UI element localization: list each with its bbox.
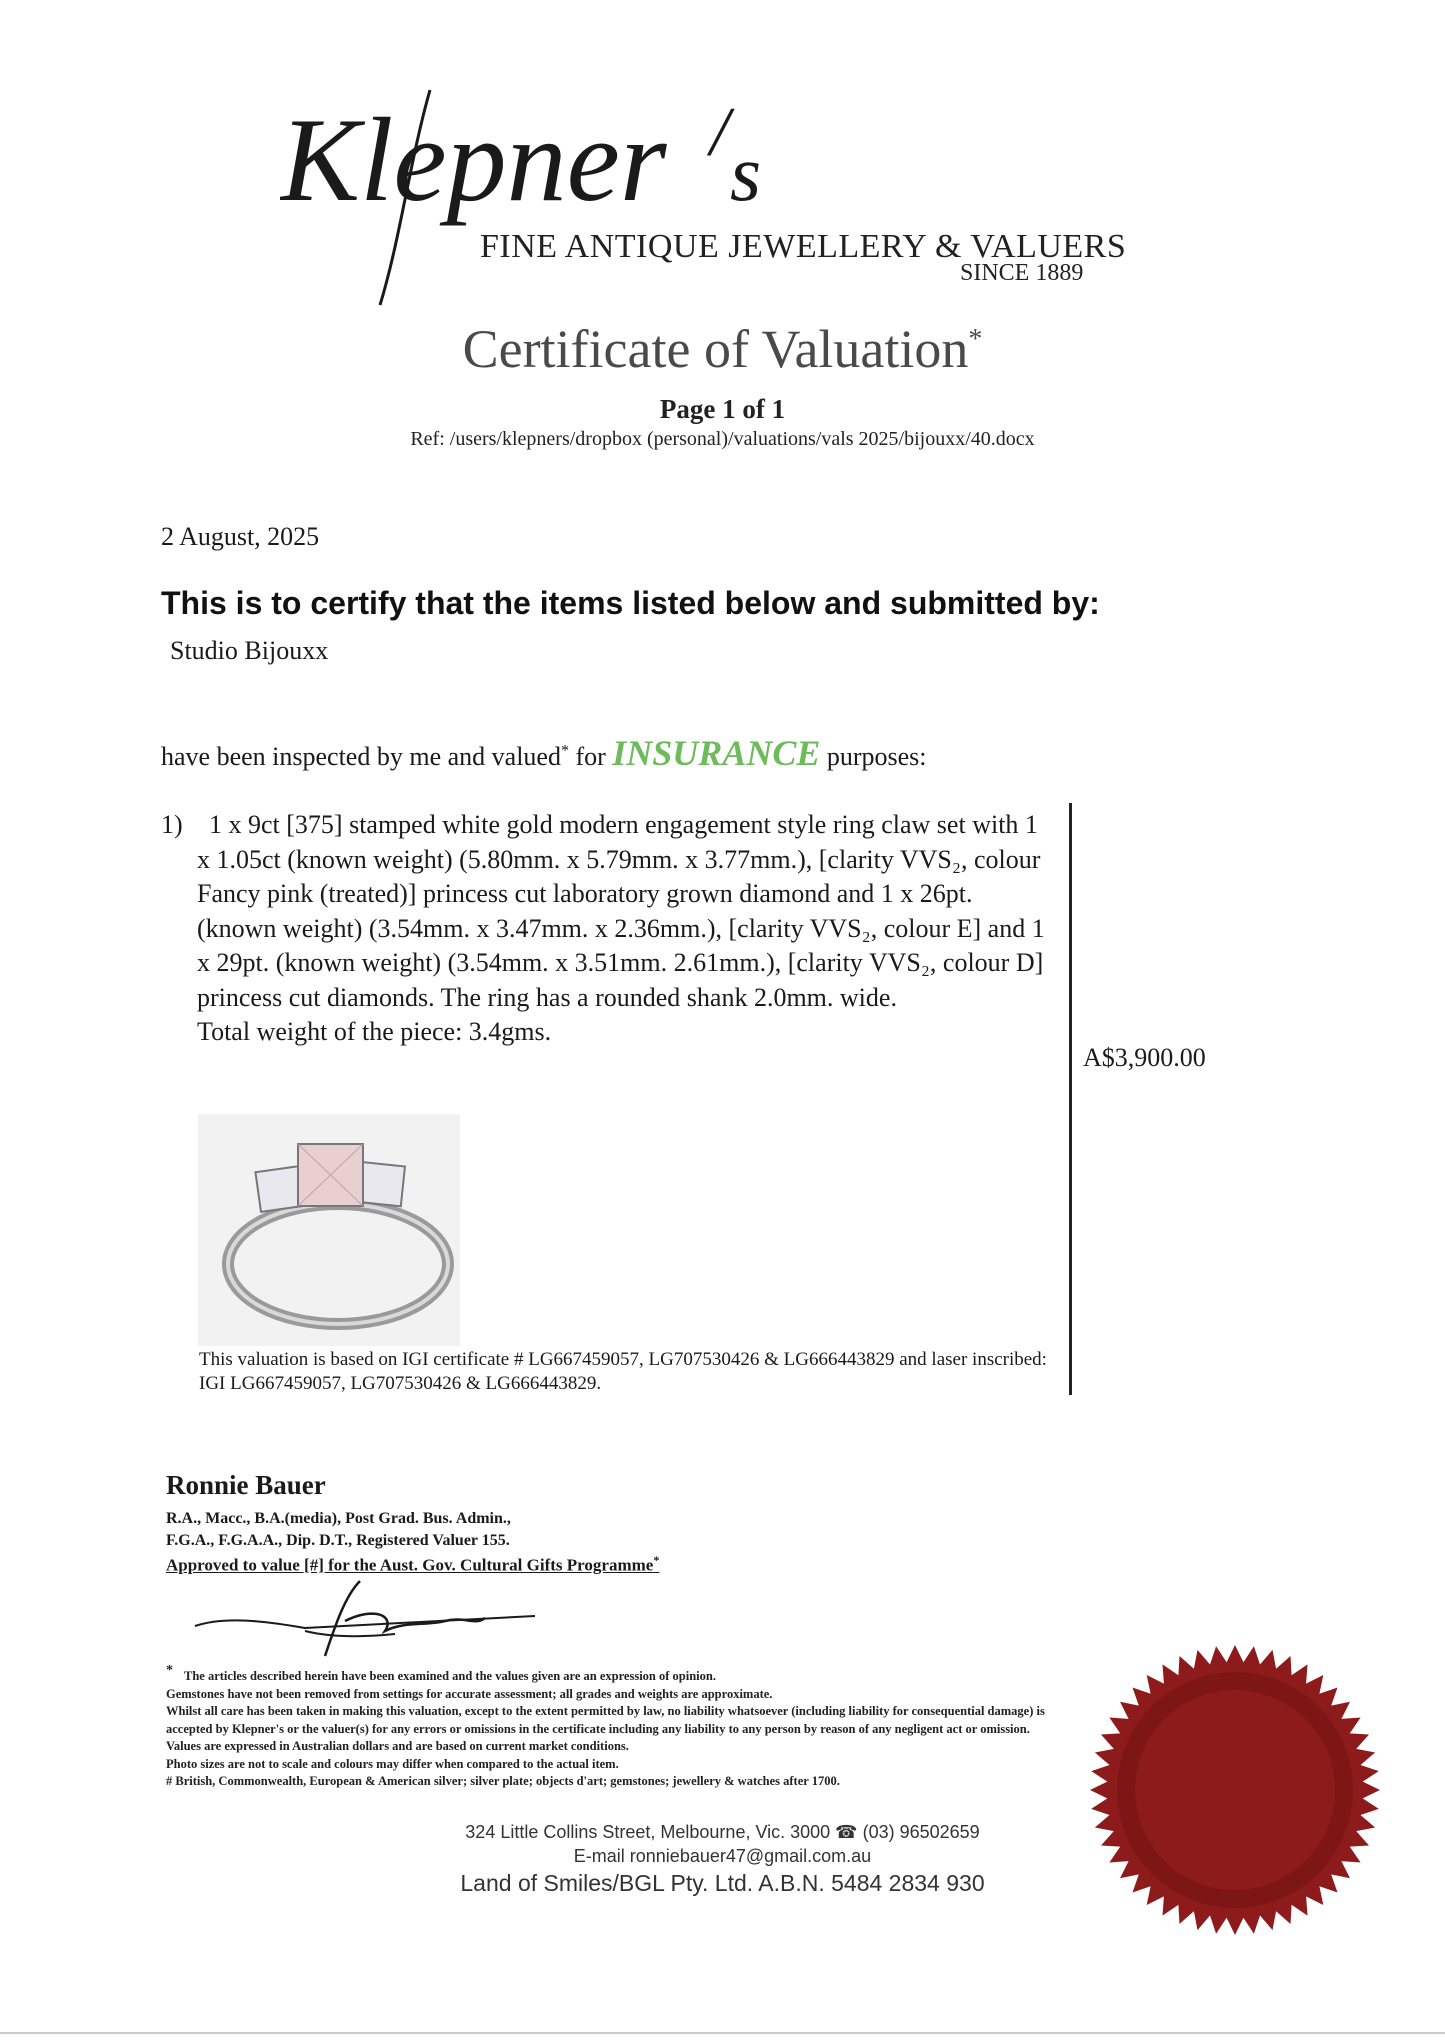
value-column-divider	[1069, 803, 1072, 1395]
certificate-date: 2 August, 2025	[161, 522, 320, 551]
inspected-for: for	[568, 742, 613, 771]
klepners-logo	[280, 70, 800, 310]
svg-text:/: /	[710, 94, 730, 171]
footer-address: 324 Little Collins Street, Melbourne, Vic. 3000 ☎ (03) 96502659	[465, 1822, 980, 1842]
valuer-qualifications	[166, 1508, 511, 1552]
logo-tagline: FINE ANTIQUE JEWELLERY & VALUERS	[480, 228, 1127, 265]
ring-illustration	[198, 1114, 460, 1346]
valuer-qualifications-line2: F.G.A., F.G.A.A., Dip. D.T., Registered Valuer 155.	[166, 1532, 510, 1549]
approved-statement	[166, 1553, 659, 1576]
inspected-statement	[161, 732, 927, 774]
inspected-mark: *	[560, 742, 569, 760]
red-wax-seal	[1085, 1640, 1385, 1940]
disclaimer-mark: *	[166, 1663, 173, 1678]
certificate-title	[0, 318, 1445, 380]
seal-graphic	[1085, 1640, 1385, 1940]
approved-text: Approved to value [#] for the Aust. Gov. Cultural Gifts Programme	[166, 1555, 654, 1575]
logo-since: SINCE 1889	[960, 260, 1084, 286]
valuer-signature	[185, 1576, 545, 1668]
reference-path: Ref: /users/klepners/dropbox (personal)/valuations/vals 2025/bijouxx/40.docx	[410, 428, 1035, 450]
page-indicator: Page 1 of 1	[659, 394, 786, 424]
valuation-basis: This valuation is based on IGI certificate # LG667459057, LG707530426 & LG666443829 and laser inscribed: IGI LG667459057, LG707530426 & LG666443829.	[199, 1349, 1047, 1394]
disclaimer-line: # British, Commonwealth, European & American silver; silver plate; objects d'art; gemstones; jewellery & watches after 1700.	[166, 1774, 840, 1788]
disclaimer-line: Photo sizes are not to scale and colours may differ when compared to the actual item.	[166, 1756, 619, 1771]
valuer-name: Ronnie Bauer	[166, 1470, 326, 1500]
disclaimer	[166, 1663, 1046, 1791]
ring-photo	[198, 1114, 460, 1346]
disclaimer-line: Gemstones have not been removed from settings for accurate assessment; all grades and weights are approximate.	[166, 1686, 773, 1701]
approved-mark: *	[653, 1553, 660, 1567]
disclaimer-line: * The articles described herein have been examined and the values given are an expression of opinion.	[166, 1663, 716, 1683]
valuer-qualifications-line1: R.A., Macc., B.A.(media), Post Grad. Bus. Admin.,	[166, 1510, 511, 1527]
item-description-block	[197, 808, 1057, 1050]
certificate-title-text: Certificate of Valuation	[462, 319, 969, 379]
item-description: 1 x 9ct [375] stamped white gold modern engagement style ring claw set with 1 x 1.05ct (known weight) (5.80mm. x 5.79mm. x 3.77mm.), [clarity VVS₂, colour Fancy pink (treated)] princess cut laboratory grown diamond and 1 x 26pt. (known weight) (3.54mm. x 3.47mm. x 2.36mm.), [clarity VVS₂, colour E] and 1 x 29pt. (known weight) (3.54mm. x 3.51mm. 2.61mm.), [clarity VVS₂, colour D] princess cut diamonds. The ring has a rounded shank 2.0mm. wide.	[197, 810, 1045, 1012]
inspected-purposes: purposes:	[820, 742, 927, 771]
certificate-title-mark: *	[968, 324, 983, 355]
item-value: A$3,900.00	[1083, 1043, 1206, 1072]
svg-text:Klepner: Klepner	[280, 93, 667, 226]
klepners-script-logo-graphic	[280, 70, 800, 310]
signature-graphic	[185, 1576, 545, 1668]
item-total-weight: Total weight of the piece: 3.4gms.	[197, 1017, 552, 1046]
certify-heading: This is to certify that the items listed below and submitted by:	[161, 585, 1100, 621]
item-number: 1)	[161, 810, 183, 839]
footer-company: Land of Smiles/BGL Pty. Ltd. A.B.N. 5484 2834 930	[460, 1870, 985, 1896]
footer-email: E-mail ronniebauer47@gmail.com.au	[573, 1846, 872, 1866]
disclaimer-line: Whilst all care has been taken in making this valuation, except to the extent permitted by law, no liability whatsoever (including liability for consequential damage) is accepted by Klepner's or the valuer(s) for any errors or omissions in the certificate including any liability to any person by reason of any negligent act or omission. Values are expressed in Australian dollars and are based on current market conditions.	[166, 1704, 1045, 1753]
submitter-name: Studio Bijouxx	[170, 636, 329, 665]
inspected-text: have been inspected by me and valued	[161, 742, 561, 771]
purpose-insurance: INSURANCE	[612, 733, 821, 773]
bottom-rule	[0, 2032, 1445, 2034]
svg-text:s: s	[730, 130, 762, 218]
